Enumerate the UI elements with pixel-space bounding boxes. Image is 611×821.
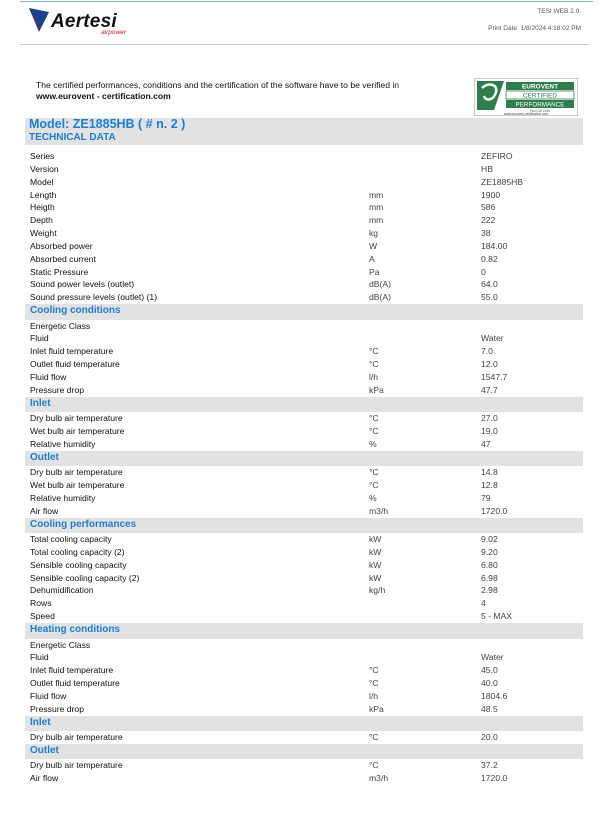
row-unit: °C [369,678,379,689]
row-label: Dehumidification [30,585,94,596]
row-value: ZE1885HB [481,176,524,187]
row-label: Inlet fluid temperature [30,665,114,676]
row-unit: °C [369,426,379,437]
row-label: Sound pressure levels (outlet) (1) [30,292,158,303]
technical-data-title: TECHNICAL DATA [29,132,116,143]
badge-title: EUROVENT [521,83,559,91]
row-label: Heigth [30,202,55,213]
row-value: 5 - MAX [481,611,513,622]
app-name: TESI WEB 2.0. [537,8,581,15]
row-label: Rows [30,598,52,609]
row-value: 1900 [481,189,501,200]
row-value: 0.82 [481,253,498,264]
table-row [25,533,583,546]
row-unit: l/h [369,372,379,382]
row-unit: l/h [369,690,379,701]
technical-data-table [25,150,583,785]
row-value: 1720.0 [481,773,508,784]
row-value: 37.2 [481,760,498,771]
table-row [25,572,583,585]
row-value: 2.98 [481,585,498,596]
table-row [25,358,583,371]
top-rule [20,1,593,2]
row-unit: dB(A) [369,279,391,290]
row-unit: % [369,492,377,503]
row-unit: kPa [369,703,384,714]
table-row [25,240,583,253]
row-value: Water [481,333,504,344]
row-label: Speed [30,611,55,622]
row-label: Relative humidity [30,438,96,449]
section-header [25,623,583,639]
row-unit: mm [369,189,384,200]
row-value: 9.02 [481,534,498,545]
row-label: Outlet fluid temperature [30,678,120,689]
row-value: 6.80 [481,559,498,570]
table-row [25,438,583,451]
row-label: Energetic Class [30,320,91,331]
row-label: Static Pressure [30,266,89,277]
table-row [25,584,583,597]
row-value: HB [481,163,493,174]
table-row [25,759,583,772]
table-row [25,332,583,345]
table-row [25,651,583,664]
row-unit: kPa [369,384,384,395]
section-header [25,744,583,760]
section-title: Outlet [30,451,59,463]
table-row [25,150,583,163]
table-row [25,479,583,492]
section-header [25,397,583,413]
eurovent-badge [474,78,578,116]
print-date: Print Date: 1/8/2024 4:18:02 PM [488,25,581,32]
row-label: Wet bulb air temperature [30,426,125,437]
table-row [25,677,583,690]
row-label: Absorbed power [30,240,93,251]
row-unit: m3/h [369,773,389,784]
row-value: 38 [481,228,491,239]
row-unit: kW [369,559,382,570]
row-value: 4 [481,598,486,609]
row-label: Outlet fluid temperature [30,359,120,370]
row-value: 6.98 [481,572,498,583]
row-label: Weight [30,228,57,239]
row-unit: °C [369,346,379,357]
logo-subtext: airpower [101,29,126,36]
row-value: 48.5 [481,703,498,714]
row-unit: °C [369,359,379,370]
table-row [25,492,583,505]
row-label: Sensible cooling capacity (2) [30,572,140,583]
table-row [25,345,583,358]
row-unit: °C [369,413,379,424]
row-value: 47 [481,438,491,449]
table-row [25,227,583,240]
row-label: Depth [30,215,53,226]
row-value: 586 [481,202,496,213]
row-label: Total cooling capacity (2) [30,546,125,557]
badge-small: Fan Coil Units [529,109,551,113]
table-row [25,412,583,425]
table-row [25,505,583,518]
row-value: 12.0 [481,359,498,370]
row-unit: % [369,438,377,449]
row-value: 27.0 [481,413,498,424]
section-title: Inlet [30,716,51,728]
row-label: Series [30,151,55,161]
section-title: Outlet [30,744,59,756]
row-value: 222 [481,215,496,226]
row-value: 20.0 [481,732,498,743]
row-unit: dB(A) [369,292,391,303]
row-unit: kW [369,534,382,545]
row-unit: W [369,240,378,251]
row-label: Wet bulb air temperature [30,480,125,491]
row-unit: °C [369,760,379,771]
row-unit: kg [369,228,379,239]
row-label: Pressure drop [30,703,84,714]
row-label: Total cooling capacity [30,534,112,545]
section-header [25,451,583,467]
row-unit: °C [369,467,379,478]
row-unit: mm [369,215,384,226]
row-value: 47.7 [481,384,498,395]
row-label: Pressure drop [30,384,84,395]
table-row [25,163,583,176]
table-row [25,731,583,744]
header-divider [20,44,589,45]
table-row [25,291,583,304]
row-value: 12.8 [481,480,498,491]
section-title: Cooling conditions [30,305,121,317]
table-row [25,466,583,479]
row-label: Energetic Class [30,639,91,650]
table-row [25,639,583,652]
row-unit: °C [369,665,379,676]
row-label: Sound power levels (outlet) [30,279,135,290]
aertesi-logo [27,6,128,38]
table-row [25,597,583,610]
row-label: Dry bulb air temperature [30,467,123,478]
row-label: Fluid [30,333,49,344]
row-unit: m3/h [369,505,389,516]
section-title: Cooling performances [30,518,137,530]
row-unit: °C [369,480,379,491]
row-label: Dry bulb air temperature [30,732,123,743]
table-row [25,214,583,227]
row-value: 19.0 [481,426,498,437]
row-value: 1547.7 [481,372,508,382]
row-label: Dry bulb air temperature [30,413,123,424]
row-unit: A [369,253,375,264]
section-header [25,304,583,320]
table-row [25,189,583,202]
row-label: Version [30,163,59,174]
certification-note [36,80,466,102]
row-value: 55.0 [481,292,498,303]
row-value: 9.20 [481,546,498,557]
certification-text: The certified performances, conditions and the certification of the software have to be verified in [36,80,400,90]
row-label: Sensible cooling capacity [30,559,127,570]
row-unit: kW [369,572,382,583]
logo-mark-icon [27,6,51,34]
row-label: Dry bulb air temperature [30,760,123,771]
row-label: Inlet fluid temperature [30,346,114,357]
row-value: ZEFIRO [481,151,513,161]
table-row [25,425,583,438]
row-unit: °C [369,732,379,743]
row-label: Fluid flow [30,372,67,382]
row-value: 79 [481,492,491,503]
row-unit: Pa [369,266,380,277]
row-value: 14.8 [481,467,498,478]
section-header [25,716,583,732]
row-label: Relative humidity [30,492,96,503]
section-title: Heating conditions [30,624,120,635]
table-row [25,546,583,559]
model-title: Model: ZE1885HB ( # n. 2 ) [29,117,186,131]
table-row [25,176,583,189]
table-row [25,320,583,333]
row-value: 1720.0 [481,505,508,516]
table-row [25,559,583,572]
row-unit: kW [369,546,382,557]
section-title: Inlet [30,397,51,409]
badge-line2: CERTIFIED [522,92,558,100]
row-label: Fluid flow [30,690,67,701]
table-row [25,253,583,266]
table-row [25,690,583,703]
table-row [25,266,583,279]
table-row [25,371,583,384]
table-row [25,610,583,623]
row-label: Air flow [30,505,59,516]
table-row [25,278,583,291]
row-value: 184.00 [481,240,508,251]
section-header [25,518,583,534]
badge-url: www.eurovent-certification.com [503,112,549,116]
row-label: Model [30,176,54,187]
row-unit: mm [369,202,384,213]
row-value: 7.0 [481,346,493,357]
table-row [25,772,583,785]
row-value: 45.0 [481,665,498,676]
table-row [25,664,583,677]
row-unit: kg/h [369,585,386,596]
row-label: Fluid [30,652,49,663]
row-label: Absorbed current [30,253,96,264]
row-label: Air flow [30,773,59,784]
row-value: Water [481,652,504,663]
row-value: 64.0 [481,279,498,290]
row-value: 1804.6 [481,690,508,701]
row-label: Length [30,189,57,200]
table-row [25,201,583,214]
logo-text: Aertesi [51,11,117,32]
table-row [25,703,583,716]
badge-line3: PERFORMANCE [515,101,565,109]
table-row [25,384,583,397]
certification-url: www.eurovent - certification.com [36,91,171,101]
row-value: 0 [481,266,486,277]
row-value: 40.0 [481,678,498,689]
